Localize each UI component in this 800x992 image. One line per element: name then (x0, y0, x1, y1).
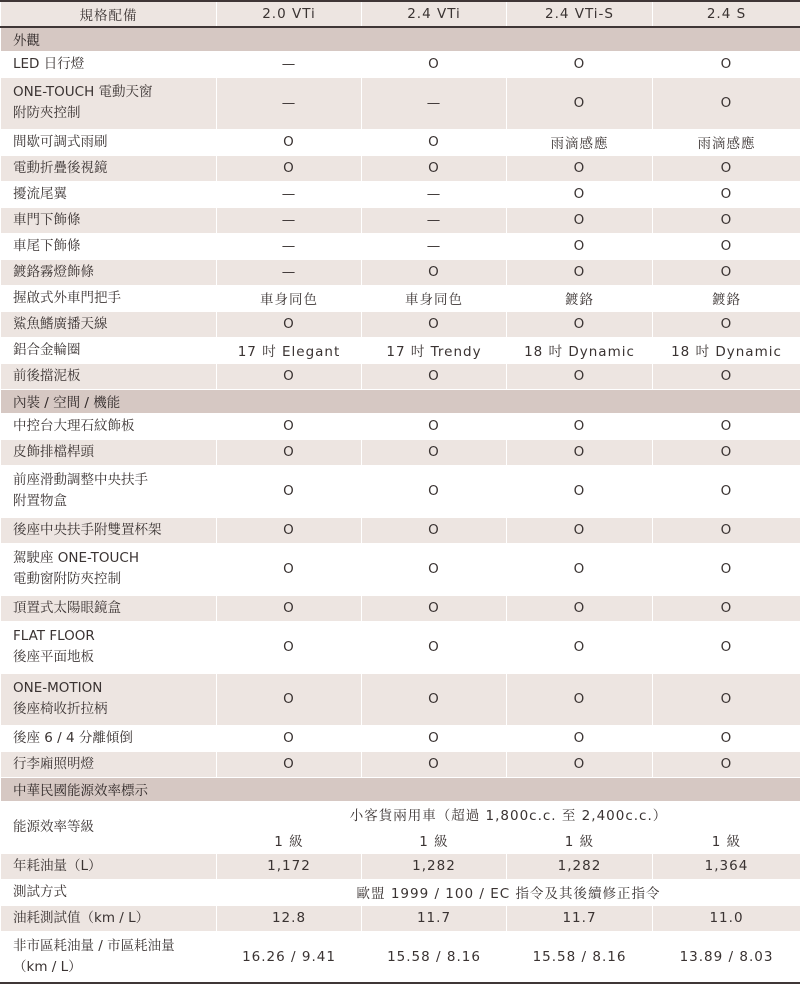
fuel-row (1, 853, 800, 879)
spec-value: — (362, 207, 507, 233)
spec-value: O (217, 311, 362, 337)
spec-value: O (217, 751, 362, 777)
spec-row (1, 181, 800, 207)
spec-label-line: 車門下飾條 (13, 211, 81, 228)
spec-label-line: 中控台大理石紋飾板 (13, 417, 135, 434)
consumption-value: 12.8 (217, 905, 362, 931)
city-value: 13.89 / 8.03 (653, 931, 800, 983)
spec-row (1, 595, 800, 621)
spec-value: O (362, 413, 507, 439)
spec-label (1, 259, 217, 285)
spec-label-line: 後座中央扶手附雙置杯架 (13, 521, 162, 538)
spec-value: 雨滴感應 (653, 129, 800, 155)
spec-label (1, 233, 217, 259)
efficiency-value: 1 級 (362, 827, 507, 853)
header-trim-2: 2.4 VTi (362, 1, 507, 27)
spec-value: O (507, 621, 653, 673)
spec-label-line: 前後擋泥板 (13, 367, 81, 384)
spec-row (1, 543, 800, 595)
spec-value: O (362, 595, 507, 621)
spec-value: O (507, 725, 653, 751)
spec-label (1, 337, 217, 363)
spec-value: O (507, 311, 653, 337)
efficiency-label: 能源效率等級 (1, 801, 217, 853)
city-value: 15.58 / 8.16 (507, 931, 653, 983)
spec-value: O (217, 363, 362, 389)
test-value: 歐盟 1999 / 100 / EC 指令及其後續修正指令 (217, 879, 800, 905)
header-trim-1: 2.0 VTi (217, 1, 362, 27)
spec-value: O (653, 543, 800, 595)
spec-label-line: 附防夾控制 (13, 105, 81, 121)
spec-value: O (653, 51, 800, 77)
spec-row (1, 285, 800, 311)
spec-label-line: 間歇可調式雨刷 (13, 133, 108, 150)
spec-label (1, 285, 217, 311)
spec-label-line: 後座平面地板 (13, 649, 94, 665)
spec-label (1, 311, 217, 337)
spec-label-line: 駕駛座 ONE-TOUCH (13, 550, 140, 566)
spec-label-line: 鍍鉻霧燈飾條 (13, 263, 94, 280)
spec-value: O (653, 621, 800, 673)
spec-label (1, 621, 217, 673)
spec-value: O (217, 517, 362, 543)
spec-value: O (507, 259, 653, 285)
spec-value: O (507, 51, 653, 77)
spec-row (1, 77, 800, 129)
spec-value: O (362, 155, 507, 181)
spec-value: O (507, 155, 653, 181)
spec-row (1, 439, 800, 465)
spec-label-line: 後座 6 / 4 分離傾倒 (13, 729, 133, 746)
spec-value: — (217, 77, 362, 129)
spec-value: 18 吋 Dynamic (653, 337, 800, 363)
spec-row (1, 413, 800, 439)
city-label-line: （km / L） (13, 958, 82, 975)
spec-value: O (653, 725, 800, 751)
spec-row (1, 311, 800, 337)
spec-value: 車身同色 (362, 285, 507, 311)
spec-value: O (653, 259, 800, 285)
spec-value: — (362, 233, 507, 259)
section-interior (1, 389, 800, 413)
spec-value: O (653, 207, 800, 233)
header-row (1, 1, 800, 27)
spec-row (1, 51, 800, 77)
spec-label (1, 595, 217, 621)
fuel-value: 1,282 (362, 853, 507, 879)
spec-label (1, 517, 217, 543)
spec-value: O (653, 181, 800, 207)
efficiency-value: 1 級 (507, 827, 653, 853)
spec-value: O (653, 413, 800, 439)
spec-value: 雨滴感應 (507, 129, 653, 155)
spec-label (1, 725, 217, 751)
fuel-label: 年耗油量（L） (1, 853, 217, 879)
consumption-label: 油耗測試值（km / L） (1, 905, 217, 931)
spec-label-line: 擾流尾翼 (13, 185, 67, 202)
spec-value: O (217, 129, 362, 155)
spec-row (1, 129, 800, 155)
spec-value: O (362, 51, 507, 77)
spec-label (1, 77, 217, 129)
spec-label-line: ONE-TOUCH 電動天窗 (13, 84, 153, 100)
spec-row (1, 725, 800, 751)
spec-value: — (362, 77, 507, 129)
spec-value: 17 吋 Trendy (362, 337, 507, 363)
spec-value: O (653, 517, 800, 543)
spec-value: O (362, 465, 507, 517)
spec-value: O (507, 751, 653, 777)
spec-label-line: LED 日行燈 (13, 55, 85, 72)
efficiency-note: 小客貨兩用車（超過 1,800c.c. 至 2,400c.c.） (217, 801, 800, 827)
spec-row (1, 337, 800, 363)
spec-value: O (653, 595, 800, 621)
spec-label (1, 129, 217, 155)
spec-label (1, 673, 217, 725)
spec-value: O (653, 439, 800, 465)
city-value: 16.26 / 9.41 (217, 931, 362, 983)
spec-value: O (362, 725, 507, 751)
section-title: 外觀 (1, 27, 800, 51)
spec-row (1, 751, 800, 777)
spec-value: O (507, 233, 653, 259)
test-row (1, 879, 800, 905)
spec-value: 18 吋 Dynamic (507, 337, 653, 363)
spec-value: O (507, 439, 653, 465)
spec-value: O (362, 673, 507, 725)
spec-value: O (362, 129, 507, 155)
section-title: 中華民國能源效率標示 (1, 777, 800, 801)
spec-value: O (507, 181, 653, 207)
efficiency-value: 1 級 (653, 827, 800, 853)
spec-label-line: FLAT FLOOR (13, 628, 95, 644)
spec-value: — (217, 207, 362, 233)
spec-value: O (507, 413, 653, 439)
efficiency-value: 1 級 (217, 827, 362, 853)
spec-value: O (217, 439, 362, 465)
city-value: 15.58 / 8.16 (362, 931, 507, 983)
spec-label-line: 車尾下飾條 (13, 237, 81, 254)
spec-label-line: 鯊魚鰭廣播天線 (13, 315, 108, 332)
spec-value: O (217, 413, 362, 439)
spec-value: O (362, 363, 507, 389)
spec-value: O (362, 543, 507, 595)
spec-label (1, 181, 217, 207)
spec-label-line: 電動折疊後視鏡 (13, 159, 108, 176)
section-exterior (1, 27, 800, 51)
spec-label (1, 439, 217, 465)
spec-label-line: 皮飾排檔桿頭 (13, 443, 94, 460)
spec-label-line: 鋁合金輪圈 (13, 341, 81, 358)
spec-label (1, 751, 217, 777)
consumption-value: 11.0 (653, 905, 800, 931)
spec-value: O (507, 517, 653, 543)
spec-value: O (653, 363, 800, 389)
spec-row (1, 155, 800, 181)
spec-value: O (507, 363, 653, 389)
header-spec: 規格配備 (1, 1, 217, 27)
section-title: 內裝 / 空間 / 機能 (1, 389, 800, 413)
spec-value: O (653, 465, 800, 517)
spec-label-line: 行李廂照明燈 (13, 755, 94, 772)
spec-row (1, 363, 800, 389)
spec-value: O (362, 517, 507, 543)
test-label: 測試方式 (1, 879, 217, 905)
spec-value: O (362, 311, 507, 337)
spec-value: 鍍鉻 (653, 285, 800, 311)
spec-row (1, 207, 800, 233)
spec-value: O (507, 543, 653, 595)
spec-value: O (507, 465, 653, 517)
city-label-line: 非市區耗油量 / 市區耗油量 (13, 937, 175, 954)
spec-label-line: 附置物盒 (13, 493, 67, 509)
spec-label (1, 543, 217, 595)
spec-value: O (507, 77, 653, 129)
spec-value: O (653, 751, 800, 777)
spec-label (1, 155, 217, 181)
spec-value: — (217, 259, 362, 285)
spec-value: O (217, 725, 362, 751)
spec-row (1, 233, 800, 259)
spec-value: O (507, 595, 653, 621)
spec-label (1, 465, 217, 517)
spec-row (1, 465, 800, 517)
spec-value: 17 吋 Elegant (217, 337, 362, 363)
section-energy (1, 777, 800, 801)
spec-value: O (217, 621, 362, 673)
spec-label-line: 後座椅收折拉柄 (13, 701, 108, 717)
spec-value: O (653, 311, 800, 337)
spec-label (1, 207, 217, 233)
spec-value: 鍍鉻 (507, 285, 653, 311)
spec-value: O (217, 595, 362, 621)
spec-row (1, 517, 800, 543)
city-label (1, 931, 217, 983)
spec-value: O (362, 259, 507, 285)
header-trim-3: 2.4 VTi-S (507, 1, 653, 27)
spec-value: — (217, 233, 362, 259)
spec-value: 車身同色 (217, 285, 362, 311)
header-trim-4: 2.4 S (653, 1, 800, 27)
spec-value: O (653, 233, 800, 259)
fuel-value: 1,282 (507, 853, 653, 879)
spec-label-line: 電動窗附防夾控制 (13, 571, 121, 587)
efficiency-note-row (1, 801, 800, 827)
spec-value: O (507, 207, 653, 233)
spec-value: O (217, 543, 362, 595)
spec-label-line: 前座滑動調整中央扶手 (13, 472, 148, 488)
fuel-value: 1,364 (653, 853, 800, 879)
spec-row (1, 621, 800, 673)
spec-value: O (362, 751, 507, 777)
spec-label (1, 363, 217, 389)
spec-value: — (217, 181, 362, 207)
spec-value: O (217, 673, 362, 725)
spec-value: O (217, 465, 362, 517)
consumption-value: 11.7 (362, 905, 507, 931)
spec-value: O (653, 155, 800, 181)
spec-row (1, 259, 800, 285)
fuel-value: 1,172 (217, 853, 362, 879)
spec-value: O (362, 439, 507, 465)
spec-value: O (653, 673, 800, 725)
spec-label (1, 413, 217, 439)
spec-label (1, 51, 217, 77)
spec-value: O (217, 155, 362, 181)
consumption-value: 11.7 (507, 905, 653, 931)
spec-value: O (507, 673, 653, 725)
spec-label-line: 頂置式太陽眼鏡盒 (13, 599, 121, 616)
spec-row (1, 673, 800, 725)
city-row (1, 931, 800, 983)
consumption-row (1, 905, 800, 931)
spec-value: O (362, 621, 507, 673)
spec-value: — (362, 181, 507, 207)
spec-label-line: ONE-MOTION (13, 680, 103, 696)
spec-label-line: 握啟式外車門把手 (13, 289, 121, 306)
spec-value: — (217, 51, 362, 77)
spec-value: O (653, 77, 800, 129)
